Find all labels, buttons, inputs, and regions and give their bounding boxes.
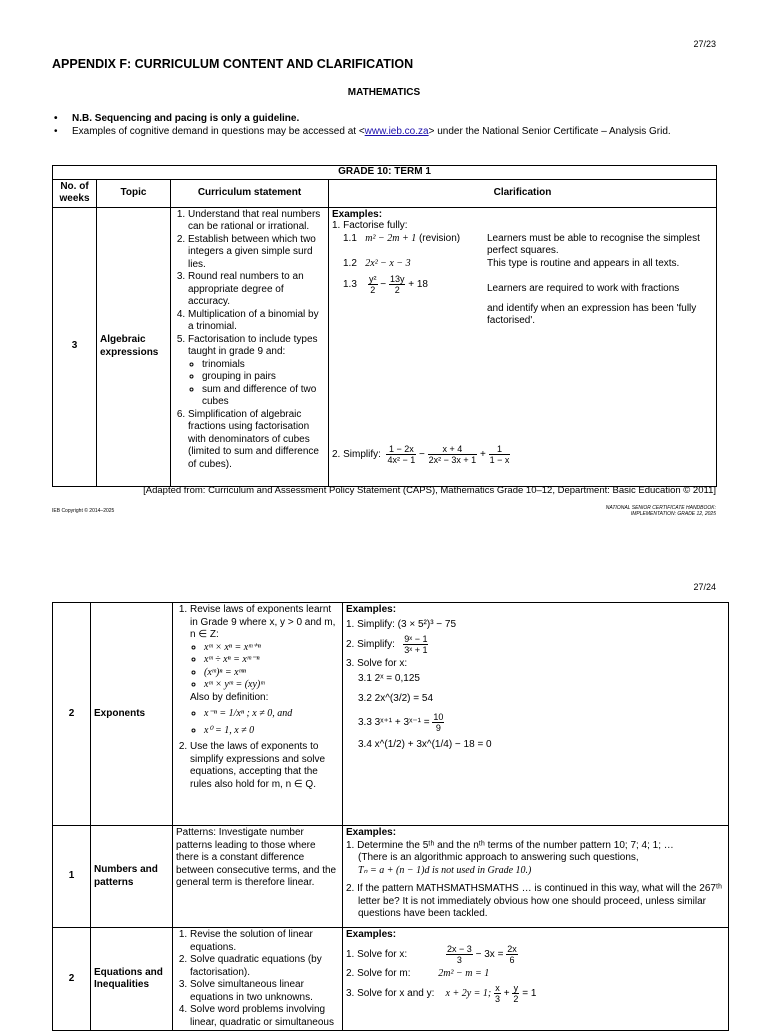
statement-item — [190, 604, 339, 737]
weeks-cell: 3 — [53, 207, 97, 486]
denominator: 2 — [370, 284, 376, 295]
statement-text: Factorisation to include types taught in grade 9 and: — [188, 333, 318, 357]
exponent-example-3-4: 3.4 x^(1/2) + 3x^(1/4) − 18 = 0 — [358, 738, 492, 750]
fraction — [403, 634, 428, 655]
numerator: 1 — [489, 444, 511, 455]
numerator: x — [495, 983, 500, 993]
weeks-cell: 2 — [53, 603, 91, 826]
numerator: 10 — [433, 711, 444, 722]
bullet-examples-pre: Examples of cognitive demand in questions may be accessed at < — [72, 125, 365, 137]
statement-item: 4. Multiplication of a binomial by a trinomial. — [188, 309, 325, 334]
subject-heading: MATHEMATICS — [347, 87, 421, 98]
header-topic: Topic — [97, 179, 171, 207]
numerator: x + 4 — [428, 444, 478, 455]
statement-cell: Patterns: Investigate number patterns leading to those where there is a constant difference between consecutive terms, and the general term is therefore linear. — [173, 826, 343, 928]
footer-line: NATIONAL SENIOR CERTIFICATE HANDBOOK: — [605, 505, 716, 511]
exponent-example-3-2: 3.2 2x^(3/2) = 54 — [358, 693, 434, 704]
denominator: 9 — [435, 722, 441, 733]
numerator: 9ˣ − 1 — [404, 634, 428, 644]
numerator: 2x — [507, 943, 517, 954]
denominator: 3 — [456, 954, 462, 965]
header-weeks: No. of weeks — [53, 179, 97, 207]
topic-cell: Algebraic expressions — [97, 207, 171, 486]
ex-expression: 2m² − m = 1 — [438, 967, 490, 979]
numerator: y² — [369, 273, 377, 284]
denominator: 2x² − 3x + 1 — [428, 454, 477, 465]
footer-handbook — [606, 505, 716, 517]
examples-label: Examples: — [346, 604, 397, 615]
clarification-cell — [329, 207, 717, 486]
bullet-examples-post: > under the National Senior Certificate – Analysis Grid. — [428, 125, 671, 137]
denominator: 4x² − 1 — [387, 454, 416, 465]
topic-cell: Numbers and patterns — [91, 826, 173, 928]
ex-label: 1. Solve for x: — [346, 948, 408, 960]
weeks-cell: 2 — [53, 928, 91, 1031]
fraction — [512, 983, 519, 1004]
examples-label: Examples: — [332, 208, 383, 220]
exponent-law: ◦ (xᵐ)ⁿ = xᵐⁿ — [204, 667, 339, 680]
note-routine: This type is routine and appears in all texts. — [487, 257, 680, 269]
fraction — [489, 444, 511, 465]
ex-label: 3. Solve for x and y: — [346, 988, 435, 1000]
denominator: 6 — [509, 954, 515, 965]
examples-label: Examples: — [346, 929, 397, 940]
source-caption: [Adapted from: Curriculum and Assessment Policy Statement (CAPS), Mathematics Grade 10–12, Department: Basic Education © 2011] — [143, 485, 716, 496]
denominator: 3 — [495, 994, 501, 1004]
numerator: 2x − 3 — [447, 943, 472, 954]
ex-term: + 18 — [408, 278, 428, 290]
guideline-bullets — [52, 113, 734, 138]
statement-item: 2. Solve quadratic equations (by factorisation). — [190, 954, 339, 979]
ex-note: (revision) — [418, 232, 461, 244]
fraction — [506, 944, 518, 965]
definition: ◦ x⁰ = 1, x ≠ 0 — [204, 725, 339, 738]
denominator: 1 − x — [489, 454, 510, 465]
ex-expression: 2x² − x − 3 — [365, 257, 411, 269]
ex-term: − 3x = — [475, 948, 504, 960]
note-perfect-squares: Learners must be able to recognise the simplest perfect squares. — [487, 232, 700, 256]
pattern-example-1: 1. Determine the 5ᵗʰ and the nᵗʰ terms of the number pattern 10; 7; 4; 1; … — [346, 839, 674, 851]
ex-term: = 1 — [522, 988, 537, 1000]
fraction — [432, 712, 444, 733]
statement-item: 3. Solve simultaneous linear equations in two unknowns. — [190, 979, 339, 1004]
exponent-example-3: 3. Solve for x: — [346, 658, 408, 669]
fraction — [446, 944, 473, 965]
denominator: 2 — [513, 994, 519, 1004]
statement-cell — [173, 603, 343, 826]
topic-cell: Equations and Inequalities — [91, 928, 173, 1031]
simplify-example: 2. Simplify: $\frac{1 - 2x}{\text{4x² − 1}}$ − $\frac{x + 4}{\text{2x² − 3x + 1}}$ + $\frac{1}{1 - x}$ — [332, 443, 510, 465]
equation-example-2 — [346, 968, 725, 981]
ex-expression: m² − 2m + 1 — [365, 232, 417, 244]
ex-label: 3.3 3ˣ⁺¹ + 3ˣ⁻¹ = — [358, 716, 430, 728]
topic-cell: Exponents — [91, 603, 173, 826]
footer-line: IMPLEMENTATION: GRADE 12, 2025 — [630, 511, 716, 517]
denominator: 3ˣ + 1 — [404, 645, 428, 655]
appendix-title: APPENDIX F: CURRICULUM CONTENT AND CLARIFICATION — [52, 57, 414, 71]
bullet-sequencing-text: N.B. Sequencing and pacing is only a guideline. — [72, 113, 300, 124]
simplify-label: 2. Simplify: — [332, 448, 381, 460]
exponent-example-3-1: 3.1 2ˣ = 0,125 — [358, 672, 420, 684]
statement-text: Revise laws of exponents learnt in Grade 9 where x, y > 0 and m, n ∈ Z: — [190, 604, 336, 640]
ex-number: 1.3 — [343, 278, 357, 290]
page-number: 27/24 — [693, 582, 716, 592]
note-fractions: Learners are required to work with fractions — [487, 282, 680, 294]
statement-item: 1. Understand that real numbers can be rational or irrational. — [188, 209, 325, 234]
sub-bullet: ◦ grouping in pairs — [202, 371, 325, 384]
ex-label: 2. Solve for m: — [346, 967, 411, 979]
page-number: 27/23 — [693, 39, 716, 49]
note-fully-factorised: and identify when an expression has been 'fully factorised'. — [487, 302, 697, 326]
statement-item: 3. Round real numbers to an appropriate degree of accuracy. — [188, 271, 325, 309]
statement-cell — [173, 928, 343, 1031]
sub-bullet: ◦ trinomials — [202, 359, 325, 372]
exponent-law: ◦ xᵐ ÷ xⁿ = xᵐ⁻ⁿ — [204, 654, 339, 667]
example-1-1 — [343, 233, 460, 246]
fraction — [389, 274, 406, 295]
exponent-law: ◦ xᵐ × yᵐ = (xy)ᵐ — [204, 679, 339, 692]
footer-copyright: IEB Copyright © 2014–2025 — [52, 508, 115, 514]
ex-label: 2. Simplify: — [346, 639, 395, 651]
statement-item: 1. Revise the solution of linear equations. — [190, 929, 339, 954]
numerator: 1 − 2x — [386, 444, 416, 455]
ex-expression: x + 2y = 1; — [445, 988, 492, 1000]
bullet-sequencing — [52, 113, 734, 126]
header-clarification: Clarification — [329, 179, 717, 207]
example-1-3: 1.3 $\frac{\text{y²}}{2}$ − $\frac{13y}{2}$ + 18 — [343, 273, 428, 295]
statement-item: 2. Establish between which two integers a given simple surd lies. — [188, 234, 325, 272]
bullet-examples — [52, 126, 734, 139]
statement-item: 2. Use the laws of exponents to simplify expressions and solve equations, accepting that the rules also hold for m, n ∈ Q. — [190, 741, 339, 791]
fraction — [368, 274, 378, 295]
definition-label: Also by definition: — [190, 691, 269, 703]
weeks-cell: 1 — [53, 826, 91, 928]
clarification-cell — [343, 928, 729, 1031]
denominator: 2 — [394, 284, 400, 295]
numerator: 13y — [389, 273, 405, 284]
grade10-term1-table — [52, 165, 717, 487]
statement-item — [188, 334, 325, 409]
ex-number: 1.1 — [343, 232, 357, 244]
definition: ◦ x⁻ⁿ = 1/xⁿ ; x ≠ 0, and — [204, 708, 339, 721]
grade10-term1-table-continued — [52, 602, 729, 1031]
table-title: GRADE 10: TERM 1 — [53, 166, 717, 180]
example-1-2 — [343, 258, 411, 271]
equation-example-1 — [346, 944, 725, 965]
factorise-label: 1. Factorise fully: — [332, 219, 408, 231]
statement-item: 4. Solve word problems involving linear, quadratic or simultaneous — [190, 1004, 339, 1029]
pattern-example-2: 2. If the pattern MATHSMATHSMATHS … is continued in this way, what will the 267ᵗʰ letter be? It is not immediately obvious how one should proceed, unless similar questions have been tackled. — [346, 883, 722, 919]
numerator: y — [513, 983, 519, 993]
exponent-example-1: 1. Simplify: (3 × 5²)³ − 75 — [346, 618, 457, 630]
exponent-example-3-3 — [346, 712, 725, 733]
sub-bullet: ◦ sum and difference of two cubes — [202, 384, 325, 409]
examples-label: Examples: — [346, 827, 397, 838]
exponent-example-2 — [346, 634, 725, 655]
ex-term: + — [503, 988, 510, 1000]
header-statement: Curriculum statement — [171, 179, 329, 207]
statement-item: 6. Simplification of algebraic fractions using factorisation with denominators of cubes (limited to sum and difference of cubes). — [188, 409, 325, 472]
fraction — [386, 444, 416, 465]
fraction — [494, 983, 501, 1004]
pattern-example-1-note: (There is an algorithmic approach to answering such questions, — [358, 852, 639, 863]
statement-cell — [171, 207, 329, 486]
clarification-cell — [343, 826, 729, 928]
ieb-link[interactable]: www.ieb.co.za — [364, 125, 429, 137]
pattern-example-1-formula: Tₙ = a + (n − 1)d is not used in Grade 10.) — [358, 864, 532, 876]
exponent-law: ◦ xᵐ × xⁿ = xᵐ⁺ⁿ — [204, 642, 339, 655]
ex-number: 1.2 — [343, 257, 357, 269]
fraction — [428, 444, 478, 465]
clarification-cell — [343, 603, 729, 826]
equation-example-3 — [346, 983, 725, 1004]
